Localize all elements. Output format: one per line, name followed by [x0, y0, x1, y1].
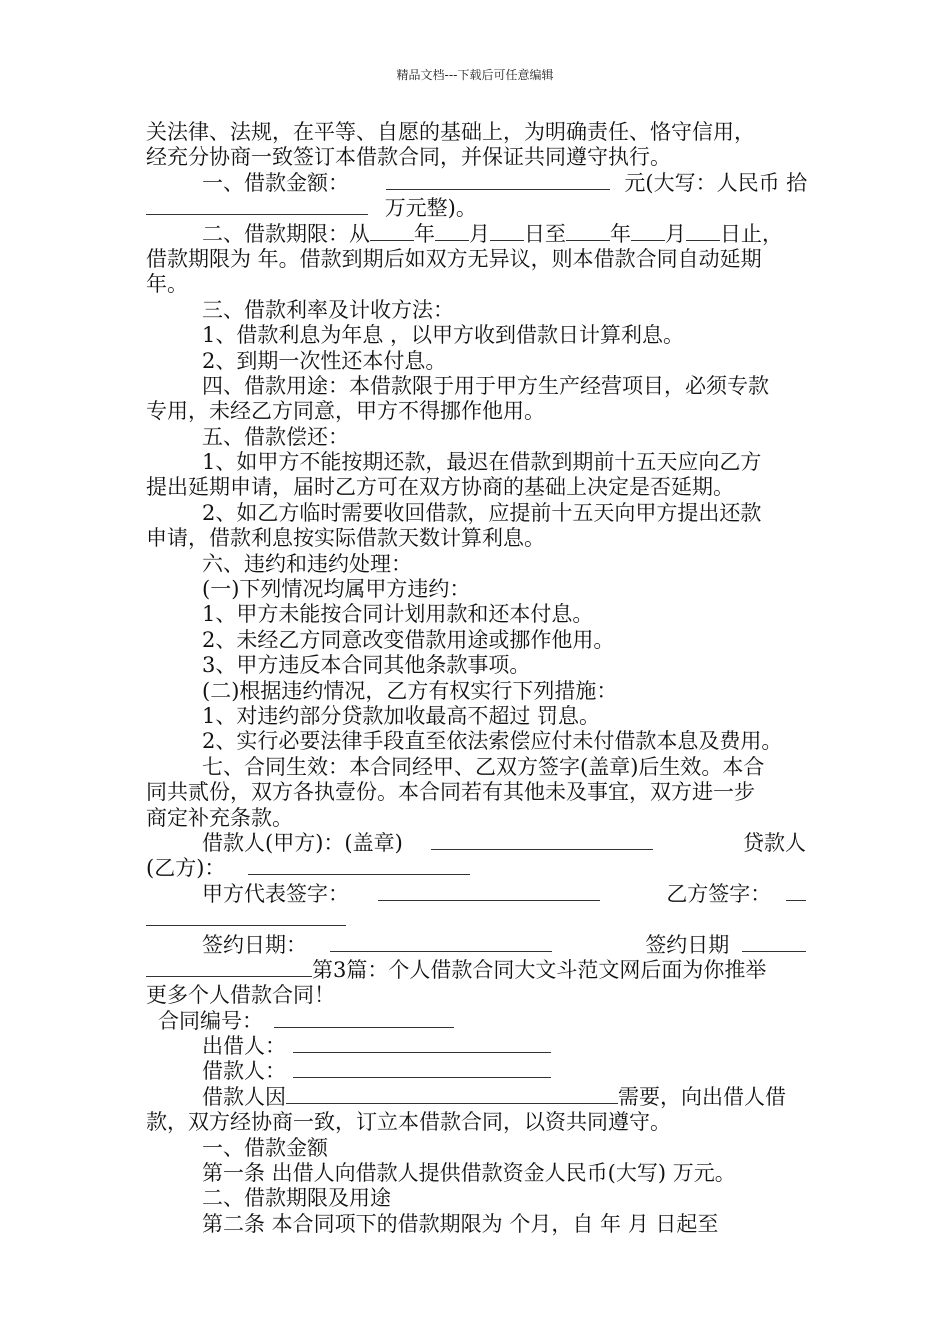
- loan-amount-label: 一、借款金额：: [202, 170, 349, 195]
- borrower-signature: [202, 831, 653, 856]
- section-heading: 三、借款利率及计收方法：: [202, 297, 454, 322]
- representative-label: 甲方代表签字：: [202, 881, 349, 906]
- borrower-p-blank: [293, 1059, 551, 1078]
- date-signature-a: [202, 933, 552, 958]
- clause-line: 2、如乙方临时需要收回借款，应提前十五天向甲方提出还款: [202, 500, 762, 525]
- clause-line: 第一条 出借人向借款人提供借款资金人民币(大写) 万元。: [202, 1161, 736, 1186]
- paragraph-line: 商定补充条款。: [146, 805, 293, 830]
- paragraph-line: 年。: [146, 272, 188, 297]
- purpose-label-cont: 需要，向出借人借: [618, 1084, 786, 1109]
- paragraph-line: 提出延期申请，届时乙方可在双方协商的基础上决定是否延期。: [146, 475, 734, 500]
- clause-line: 第二条 本合同项下的借款期限为 个月，自 年 月 日起至: [202, 1211, 719, 1236]
- term-day-to: 日至: [524, 221, 566, 246]
- clause-line: 3、甲方违反本合同其他条款事项。: [202, 653, 531, 678]
- term-label: 二、借款期限：从: [202, 221, 370, 246]
- paragraph-line: 专用，未经乙方同意，甲方不得挪作他用。: [146, 399, 545, 424]
- clause-line: 1、借款利息为年息 ，以甲方收到借款日计算利息。: [202, 323, 685, 348]
- party-b-sign-label: 乙方签字：: [666, 881, 772, 906]
- date-blank-cont: [146, 958, 312, 977]
- next-article-title: 第3篇：个人借款合同大文斗范文网后面为你推举: [312, 957, 767, 982]
- month-blank: [631, 222, 665, 241]
- lender-label: 贷款人: [743, 830, 806, 855]
- loan-amount-line: [146, 171, 806, 196]
- section-heading: 一、借款金额: [202, 1135, 328, 1160]
- paragraph-line: 七、合同生效：本合同经甲、乙双方签字(盖章)后生效。本合: [202, 754, 765, 779]
- clause-line: 2、未经乙方同意改变借款用途或挪作他用。: [202, 627, 615, 652]
- lender-p-blank: [293, 1034, 551, 1053]
- party-b-sign-blank-cont: [146, 907, 346, 926]
- document-body: [146, 120, 806, 1237]
- purpose-blank: [286, 1085, 618, 1104]
- amount-words-line: [146, 196, 806, 221]
- subsection-heading: (一)下列情况均属甲方违约：: [202, 577, 471, 602]
- paragraph-line: 经充分协商一致签订本借款合同，并保证共同遵守执行。: [146, 145, 671, 170]
- next-article-line: [146, 958, 806, 983]
- amount-words-blank: [146, 196, 368, 215]
- borrower-signature-blank: [431, 831, 653, 850]
- date-signature-b: [645, 933, 806, 958]
- contract-number-line: [146, 1009, 806, 1034]
- clause-line: 1、对违约部分贷款加收最高不超过 罚息。: [202, 703, 601, 728]
- representative-signature-blank: [378, 882, 600, 901]
- signature-line: [146, 882, 806, 907]
- paragraph-line: 借款期限为 年。借款到期后如双方无异议，则本借款合同自动延期: [146, 246, 762, 271]
- term-month: 月: [469, 221, 490, 246]
- lender-p-label: 出借人：: [202, 1034, 286, 1059]
- term-day-end: 日止，: [720, 221, 783, 246]
- signature-line: [146, 856, 806, 881]
- clause-line: 1、如甲方不能按期还款，最迟在借款到期前十五天应向乙方: [202, 450, 762, 475]
- day-blank: [490, 222, 524, 241]
- year-blank: [370, 222, 414, 241]
- loan-term-line: [146, 222, 806, 247]
- borrower-p-label: 借款人：: [202, 1059, 286, 1084]
- contract-number-blank: [274, 1009, 454, 1028]
- section-heading: 五、借款偿还：: [202, 424, 349, 449]
- date-blank-b: [742, 933, 806, 952]
- paragraph-line: 更多个人借款合同！: [146, 983, 335, 1008]
- contract-number-label: 合同编号：: [158, 1008, 263, 1033]
- lender-signature-blank: [248, 856, 470, 875]
- section-heading: 二、借款期限及用途: [202, 1186, 391, 1211]
- paragraph-line: 款，双方经协商一致，订立本借款合同，以资共同遵守。: [146, 1110, 671, 1135]
- paragraph-line: 四、借款用途：本借款限于用于甲方生产经营项目，必须专款: [202, 373, 769, 398]
- paragraph-line: 申请，借款利息按实际借款天数计算利息。: [146, 526, 545, 551]
- amount-blank: [386, 171, 610, 190]
- date-line: [146, 933, 806, 958]
- section-heading: 六、违约和违约处理：: [202, 551, 412, 576]
- date-blank: [330, 933, 552, 952]
- day-blank: [686, 222, 720, 241]
- paragraph-line: 同共贰份，双方各执壹份。本合同若有其他未及事宜，双方进一步: [146, 780, 755, 805]
- date-label: 签约日期：: [202, 932, 307, 957]
- page-header: 精品文档---下载后可任意编辑: [396, 68, 554, 82]
- amount-end-text: 万元整)。: [384, 196, 477, 221]
- year-blank: [566, 222, 610, 241]
- term-year: 年: [414, 221, 435, 246]
- term-month: 月: [665, 221, 686, 246]
- signature-line: [146, 831, 806, 856]
- lender-line: [146, 1034, 806, 1059]
- month-blank: [435, 222, 469, 241]
- borrower-label: 借款人(甲方)：(盖章): [202, 830, 403, 855]
- paragraph-line: 关法律、法规，在平等、自愿的基础上，为明确责任、恪守信用，: [146, 120, 755, 144]
- amount-words-label: 元(大写：人民币 拾: [624, 170, 808, 195]
- clause-line: 2、实行必要法律手段直至依法索偿应付未付借款本息及费用。: [202, 729, 783, 754]
- subsection-heading: (二)根据违约情况，乙方有权实行下列措施：: [202, 678, 618, 703]
- borrower-line: [146, 1059, 806, 1084]
- lender-label-cont: (乙方)：: [146, 856, 226, 881]
- party-b-signature: [666, 882, 806, 907]
- party-b-sign-blank: [786, 882, 806, 901]
- term-year: 年: [610, 221, 631, 246]
- date-label-b: 签约日期: [645, 932, 730, 957]
- representative-signature: [202, 882, 600, 907]
- signature-line: [146, 907, 806, 932]
- purpose-label: 借款人因: [202, 1084, 286, 1109]
- clause-line: 2、到期一次性还本付息。: [202, 348, 447, 373]
- clause-line: 1、甲方未能按合同计划用款和还本付息。: [202, 602, 594, 627]
- purpose-line: [146, 1085, 806, 1110]
